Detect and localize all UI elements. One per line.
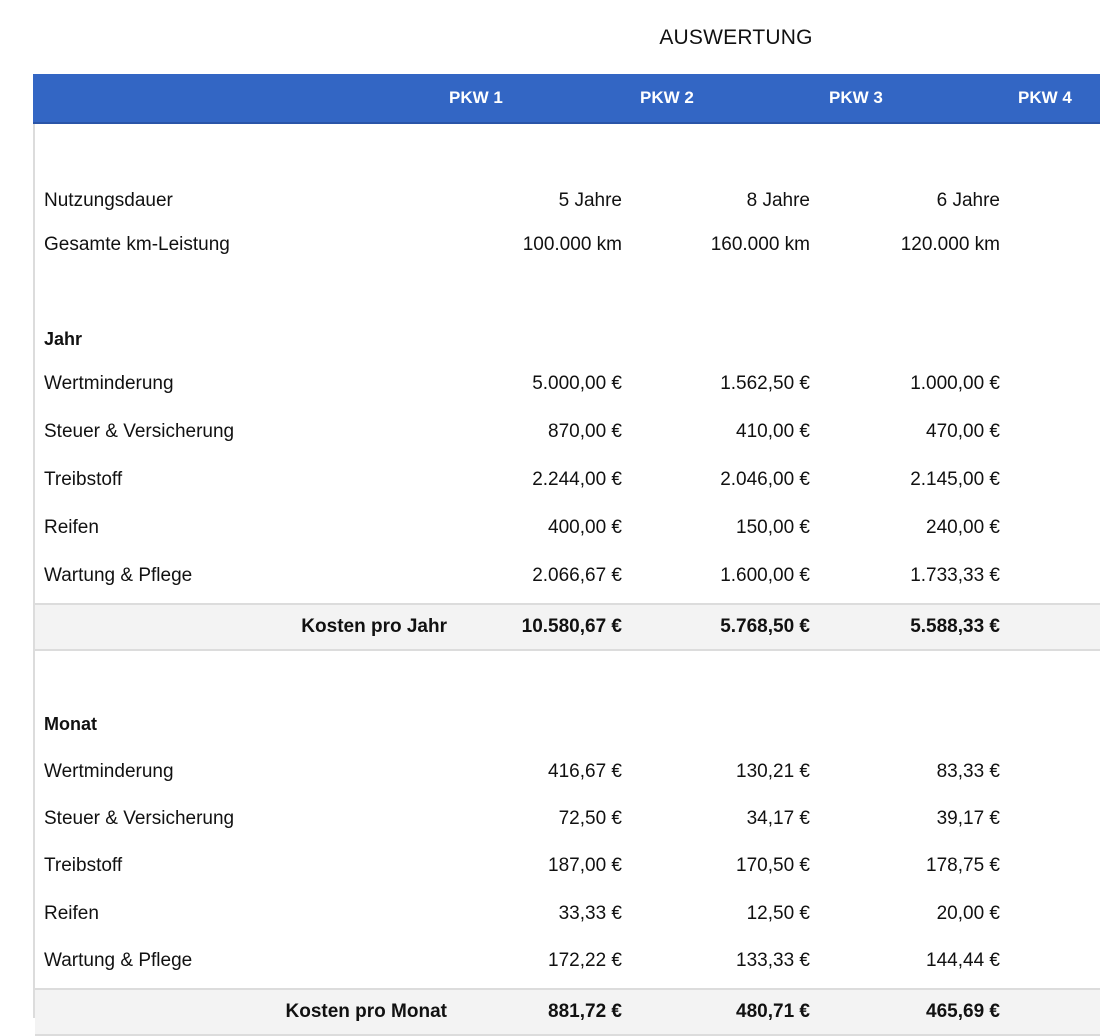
cell-pkw-1[interactable]: 2.244,00 € <box>532 469 622 490</box>
total-row-year[interactable] <box>35 603 1100 651</box>
row-label: Gesamte km-Leistung <box>44 234 230 255</box>
total-label: Kosten pro Jahr <box>301 616 447 637</box>
cell-pkw-3[interactable]: 2.145,00 € <box>910 469 1000 490</box>
table-row[interactable] <box>35 942 1100 979</box>
cell-pkw-2[interactable]: 8 Jahre <box>746 190 810 211</box>
section-label: Jahr <box>44 329 83 349</box>
cell-pkw-3[interactable]: 240,00 € <box>926 517 1000 538</box>
row-label: Wartung & Pflege <box>44 950 193 971</box>
cell-pkw-1[interactable]: 5 Jahre <box>558 190 622 211</box>
sheet-title: AUSWERTUNG <box>659 26 813 49</box>
cell-pkw-1[interactable]: 172,22 € <box>548 950 622 971</box>
row-label: Reifen <box>44 517 99 538</box>
table-header-row <box>33 74 1100 124</box>
row-label: Reifen <box>44 903 99 924</box>
total-pkw-1[interactable]: 10.580,67 € <box>521 616 622 637</box>
section-heading-month <box>35 706 1100 743</box>
table-row[interactable] <box>35 557 1100 594</box>
column-header-pkw-3[interactable]: PKW 3 <box>829 88 883 107</box>
table-row[interactable] <box>35 461 1100 498</box>
row-label: Treibstoff <box>44 855 123 876</box>
table-row-km-leistung[interactable] <box>35 226 1100 263</box>
table-row-nutzungsdauer[interactable] <box>35 182 1100 219</box>
total-pkw-2[interactable]: 480,71 € <box>736 1001 810 1022</box>
cell-pkw-3[interactable]: 39,17 € <box>936 808 1000 829</box>
cell-pkw-1[interactable]: 187,00 € <box>548 855 622 876</box>
evaluation-table <box>33 74 1100 1022</box>
row-label: Wartung & Pflege <box>44 565 193 586</box>
table-row[interactable] <box>35 895 1100 932</box>
cell-pkw-3[interactable]: 470,00 € <box>926 421 1000 442</box>
cell-pkw-3[interactable]: 144,44 € <box>926 950 1000 971</box>
cell-pkw-1[interactable]: 400,00 € <box>548 517 622 538</box>
table-row[interactable] <box>35 413 1100 450</box>
cell-pkw-1[interactable]: 100.000 km <box>522 234 622 255</box>
table-row[interactable] <box>35 753 1100 790</box>
total-pkw-2[interactable]: 5.768,50 € <box>720 616 810 637</box>
table-row[interactable] <box>35 847 1100 884</box>
cell-pkw-2[interactable]: 1.562,50 € <box>720 373 810 394</box>
total-pkw-3[interactable]: 465,69 € <box>926 1001 1000 1022</box>
section-label: Monat <box>44 714 97 734</box>
section-heading-year <box>35 321 1100 358</box>
cell-pkw-3[interactable]: 83,33 € <box>936 761 1000 782</box>
cell-pkw-2[interactable]: 160.000 km <box>710 234 810 255</box>
cell-pkw-2[interactable]: 1.600,00 € <box>720 565 810 586</box>
table-row[interactable] <box>35 365 1100 402</box>
row-label: Wertminderung <box>44 761 174 782</box>
cell-pkw-1[interactable]: 33,33 € <box>558 903 622 924</box>
cell-pkw-1[interactable]: 72,50 € <box>558 808 622 829</box>
cell-pkw-3[interactable]: 178,75 € <box>926 855 1000 876</box>
cell-pkw-1[interactable]: 2.066,67 € <box>532 565 622 586</box>
row-label: Nutzungsdauer <box>44 190 173 211</box>
column-header-pkw-2[interactable]: PKW 2 <box>640 88 694 107</box>
cell-pkw-2[interactable]: 2.046,00 € <box>720 469 810 490</box>
table-row[interactable] <box>35 509 1100 546</box>
row-label: Steuer & Versicherung <box>44 421 235 442</box>
cell-pkw-1[interactable]: 416,67 € <box>548 761 622 782</box>
cell-pkw-3[interactable]: 120.000 km <box>900 234 1000 255</box>
cell-pkw-3[interactable]: 20,00 € <box>936 903 1000 924</box>
cell-pkw-2[interactable]: 133,33 € <box>736 950 810 971</box>
column-header-pkw-1[interactable]: PKW 1 <box>449 88 503 107</box>
cell-pkw-1[interactable]: 870,00 € <box>548 421 622 442</box>
cell-pkw-1[interactable]: 5.000,00 € <box>532 373 622 394</box>
table-row[interactable] <box>35 800 1100 837</box>
cell-pkw-2[interactable]: 12,50 € <box>746 903 810 924</box>
row-label: Wertminderung <box>44 373 174 394</box>
cell-pkw-3[interactable]: 1.733,33 € <box>910 565 1000 586</box>
column-header-pkw-4[interactable]: PKW 4 <box>1018 88 1072 107</box>
cell-pkw-2[interactable]: 34,17 € <box>746 808 810 829</box>
cell-pkw-2[interactable]: 170,50 € <box>736 855 810 876</box>
total-pkw-3[interactable]: 5.588,33 € <box>910 616 1000 637</box>
row-label: Treibstoff <box>44 469 123 490</box>
cell-pkw-3[interactable]: 1.000,00 € <box>910 373 1000 394</box>
cell-pkw-2[interactable]: 130,21 € <box>736 761 810 782</box>
row-label: Steuer & Versicherung <box>44 808 235 829</box>
cell-pkw-2[interactable]: 150,00 € <box>736 517 810 538</box>
total-pkw-1[interactable]: 881,72 € <box>548 1001 622 1022</box>
total-label: Kosten pro Monat <box>285 1001 447 1022</box>
cell-pkw-2[interactable]: 410,00 € <box>736 421 810 442</box>
total-row-month[interactable] <box>35 988 1100 1036</box>
cell-pkw-3[interactable]: 6 Jahre <box>936 190 1000 211</box>
